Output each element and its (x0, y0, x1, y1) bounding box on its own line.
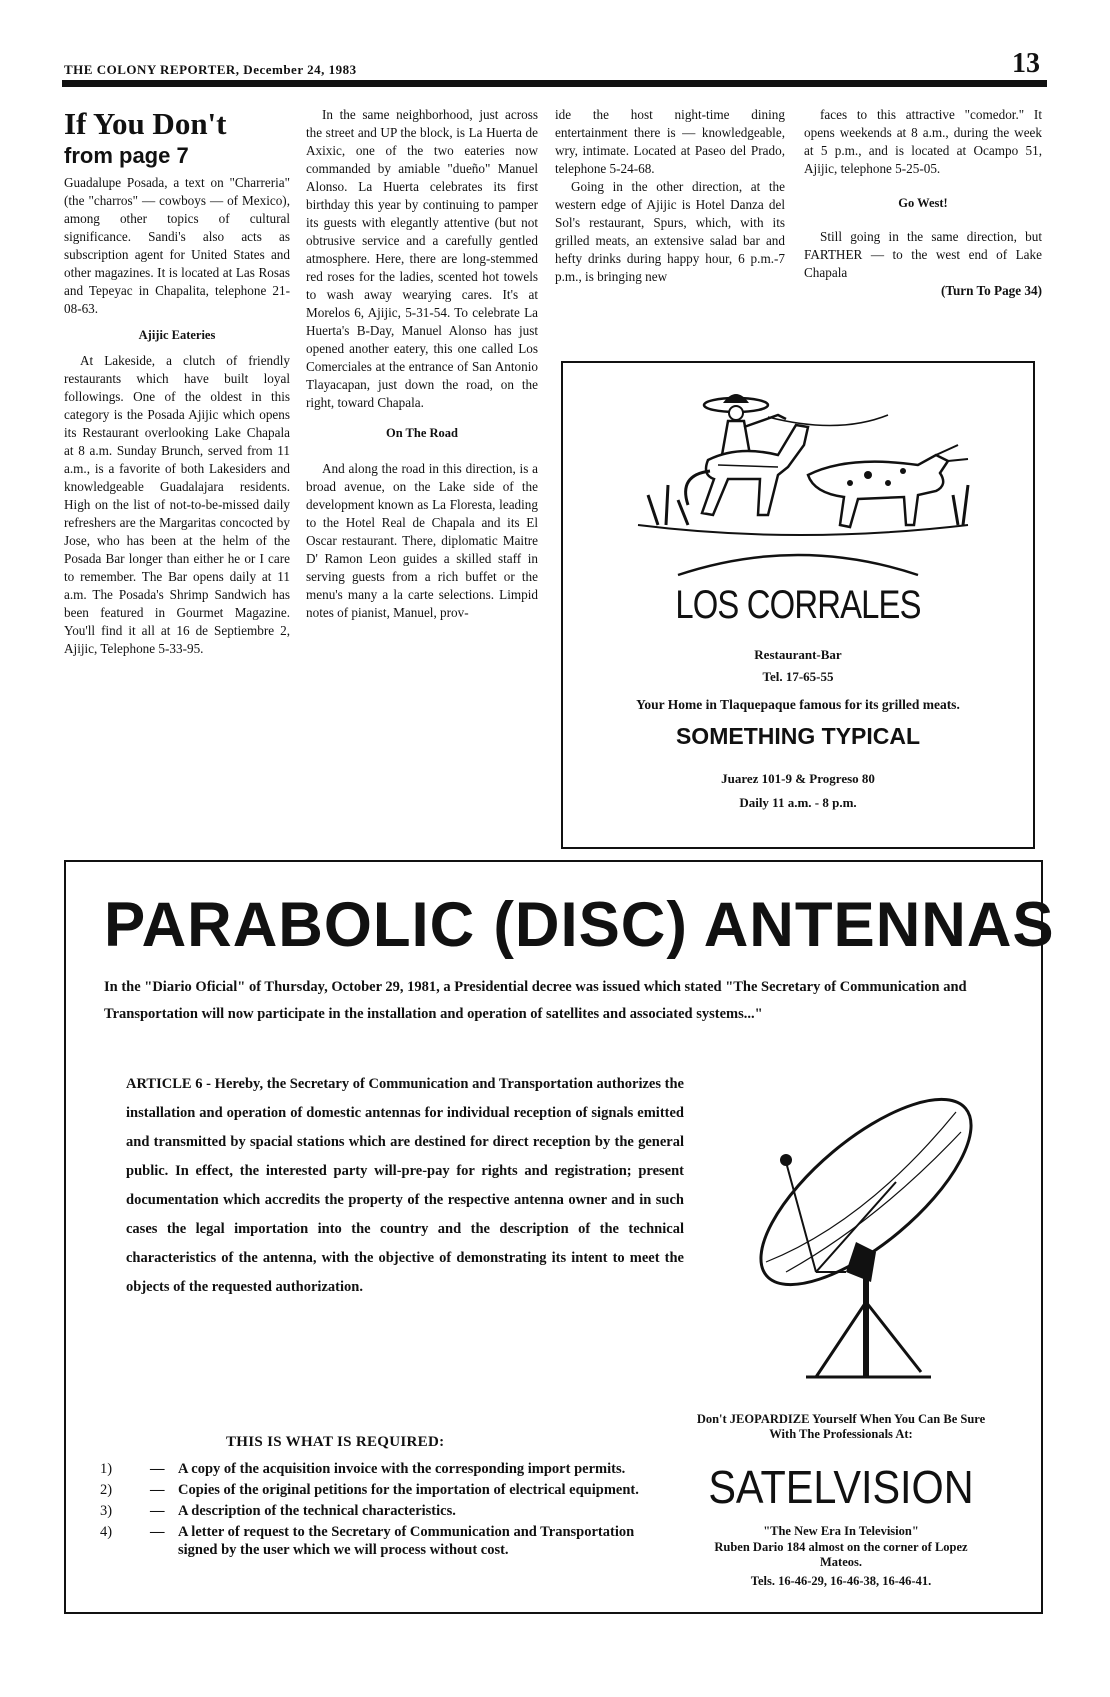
article-paragraph: Still going in the same direction, but FARTHER — to the west end of Lake Chapala (804, 229, 1042, 280)
satellite-dish-icon (696, 1072, 996, 1392)
turn-to-page: (Turn To Page 34) (940, 283, 1042, 298)
masthead: THE COLONY REPORTER, December 24, 1983 (64, 62, 357, 77)
los-corrales-name: LOS CORRALES (675, 583, 921, 627)
requirement-text: A copy of the acquisition invoice with the corresponding import permits. (178, 1461, 626, 1477)
article-column-2 (306, 106, 538, 622)
satelvision-tels: Tels. 16-46-29, 16-46-38, 16-46-41. (750, 1574, 932, 1588)
article-column-3 (555, 106, 785, 286)
page-number: 13 (1012, 48, 1040, 79)
subhead-eateries: Ajijic Eateries (138, 328, 216, 342)
requirement-item: 4) — A letter of request to the Secretary of Communication and Transportation signed by the user which we will process without cost. (100, 1523, 660, 1559)
article-paragraph: Guadalupe Posada, a text on "Charreria" (the "charros" — cowboys — of Mexico), among other topics of cultural significance. Sandi's also acts as subscription agent for United States and other magazines. It is located at Las Rosas and Tepeyac in Chapalita, telephone 21-08-63. (64, 175, 290, 316)
antennas-ad (64, 860, 1055, 1614)
cowboy-cattle-illustration (618, 375, 978, 585)
los-corrales-type: Restaurant-Bar (754, 647, 842, 662)
article-paragraph: ide the host night-time dining entertainment there is — knowledgeable, wry, intimate. Located at Paseo del Prado, telephone 5-24-68. (555, 107, 785, 176)
los-corrales-slogan: SOMETHING TYPICAL (675, 723, 921, 749)
header-rule (62, 80, 1047, 87)
los-corrales-hours: Daily 11 a.m. - 8 p.m. (739, 795, 857, 810)
article-paragraph: faces to this attractive "comedor." It opens weekends at 8 a.m., during the week at 5 p.m., and is located at Ocampo 51, Ajijic, telephone 5-25-05. (804, 107, 1042, 176)
satelvision-pre: Don't JEOPARDIZE Yourself When You Can Be Sure With The Professionals At: (696, 1412, 986, 1441)
article-paragraph: At Lakeside, a clutch of friendly restaurants which have built loyal followings. One of the oldest in this category is the Posada Ajijic which opens its Restaurant overlooking Lake Chapala at 8 a.m. Sunday Brunch, served from 11 a.m., is a favorite of both Lakesiders and knowledgeable Guadalajara residents. High on the list of not-to-be-missed daily refreshers are the Margaritas concocted by Jose, who has been at the helm of the Posada Bar longer than either he or I care to remember. The Bar opens daily at 11 a.m. The Posada's Shrimp Sandwich has been featured in Gourmet Magazine. You'll find it all at 16 de Septiembre 2, Ajijic, Telephone 5-33-95. (64, 353, 290, 656)
article-paragraph: And along the road in this direction, is a broad avenue, on the Lake side of the development known as La Floresta, leading to the Hotel Real de Chapala and its El Oscar restaurant. There, diplomatic Maitre D' Ramon Leon guides a skilled staff in serving guests from a rich buffet or the menu's many a la carte selections. Limpid notes of pianist, Manuel, prov- (306, 461, 538, 620)
article-paragraph: Going in the other direction, at the western edge of Ajijic is Hotel Danza del Sol's restaurant, Spurs, which, with its grilled meats, an extensive salad bar and hefty drinks during happy hour, 6 p.m.-7 p.m., is bringing new (555, 179, 785, 284)
requirement-number: 4) (100, 1524, 113, 1540)
article-paragraph: In the same neighborhood, just across the street and UP the block, is La Huerta de Axixic, one of the two eateries now commanded by amiable "dueño" Manuel Alonso. La Huerta celebrates its first birthday this year by continuing to pamper its guests with elegantly attentive (but not obtrusive service and a carefully gentled atmosphere. Here, there are long-stemmed red roses for the ladies, scented hot towels to wash away wearying cares. It's at Morelos 6, Ajijic, 5-31-54. To celebrate La Huerta's B-Day, Manuel Alonso has just opened another eatery, this one called Los Comerciales at the entrance of San Antonio Tlayacapan, just down the road, on the right, toward Chapala. (306, 107, 538, 410)
subhead-west: Go West! (898, 196, 948, 210)
requirement-item: 2) — Copies of the original petitions for the importation of electrical equipment. (100, 1482, 639, 1498)
requirement-item: 3) — A description of the technical characteristics. (100, 1503, 456, 1519)
subhead-road: On The Road (385, 426, 458, 440)
satelvision-slogan: "The New Era In Television" (763, 1524, 919, 1538)
antennas-intro: In the "Diario Oficial" of Thursday, October 29, 1981, a Presidential decree was issued which stated "The Secretary of Communication and Transportation will now participate in the installation and operation of satellites and associated systems..." (104, 979, 967, 1022)
los-corrales-tel: Tel. 17-65-55 (762, 669, 834, 684)
article-6-text: ARTICLE 6 - Hereby, the Secretary of Communication and Transportation authorizes the installation and operation of domestic antennas for individual reception of signals emitted and transmitted by spacial stations which are destined for direct reception by the general public. In effect, the interested party will-pre-pay for rights and registration; present documentation which accredits the property of the respective antenna owner and in such cases the legal importation into the country and the description of the technical characteristics of the antenna, with the objective of demonstrating its intent to meet the objects of the requested authorization. (126, 1076, 684, 1295)
requirement-number: 1) (100, 1461, 113, 1477)
requirement-text: A letter of request to the Secretary of Communication and Transportation signed by the user which we will process without cost. (178, 1524, 635, 1558)
satelvision-address: Ruben Dario 184 almost on the corner of Lopez Mateos. (714, 1540, 968, 1569)
article-title: If You Don't (64, 106, 227, 141)
satelvision-name: SATELVISION (708, 1461, 974, 1513)
article-column-4 (804, 106, 1042, 300)
requirement-text: A description of the technical characteristics. (178, 1503, 456, 1519)
los-corrales-tagline: Your Home in Tlaquepaque famous for its grilled meats. (636, 697, 960, 712)
requirement-item: 1) — A copy of the acquisition invoice with the corresponding import permits. (100, 1461, 626, 1477)
requirement-number: 2) (100, 1482, 113, 1498)
antennas-title: PARABOLIC (DISC) ANTENNAS (104, 890, 1055, 960)
los-corrales-ad (561, 361, 1035, 849)
requirement-number: 3) (100, 1503, 113, 1519)
requirements-list (100, 1460, 660, 1562)
requirements-heading: THIS IS WHAT IS REQUIRED: (226, 1434, 445, 1450)
article-continued-from: from page 7 (64, 143, 189, 168)
requirement-text: Copies of the original petitions for the importation of electrical equipment. (178, 1482, 639, 1498)
los-corrales-address: Juarez 101-9 & Progreso 80 (721, 771, 875, 786)
article-column-1 (64, 106, 290, 658)
